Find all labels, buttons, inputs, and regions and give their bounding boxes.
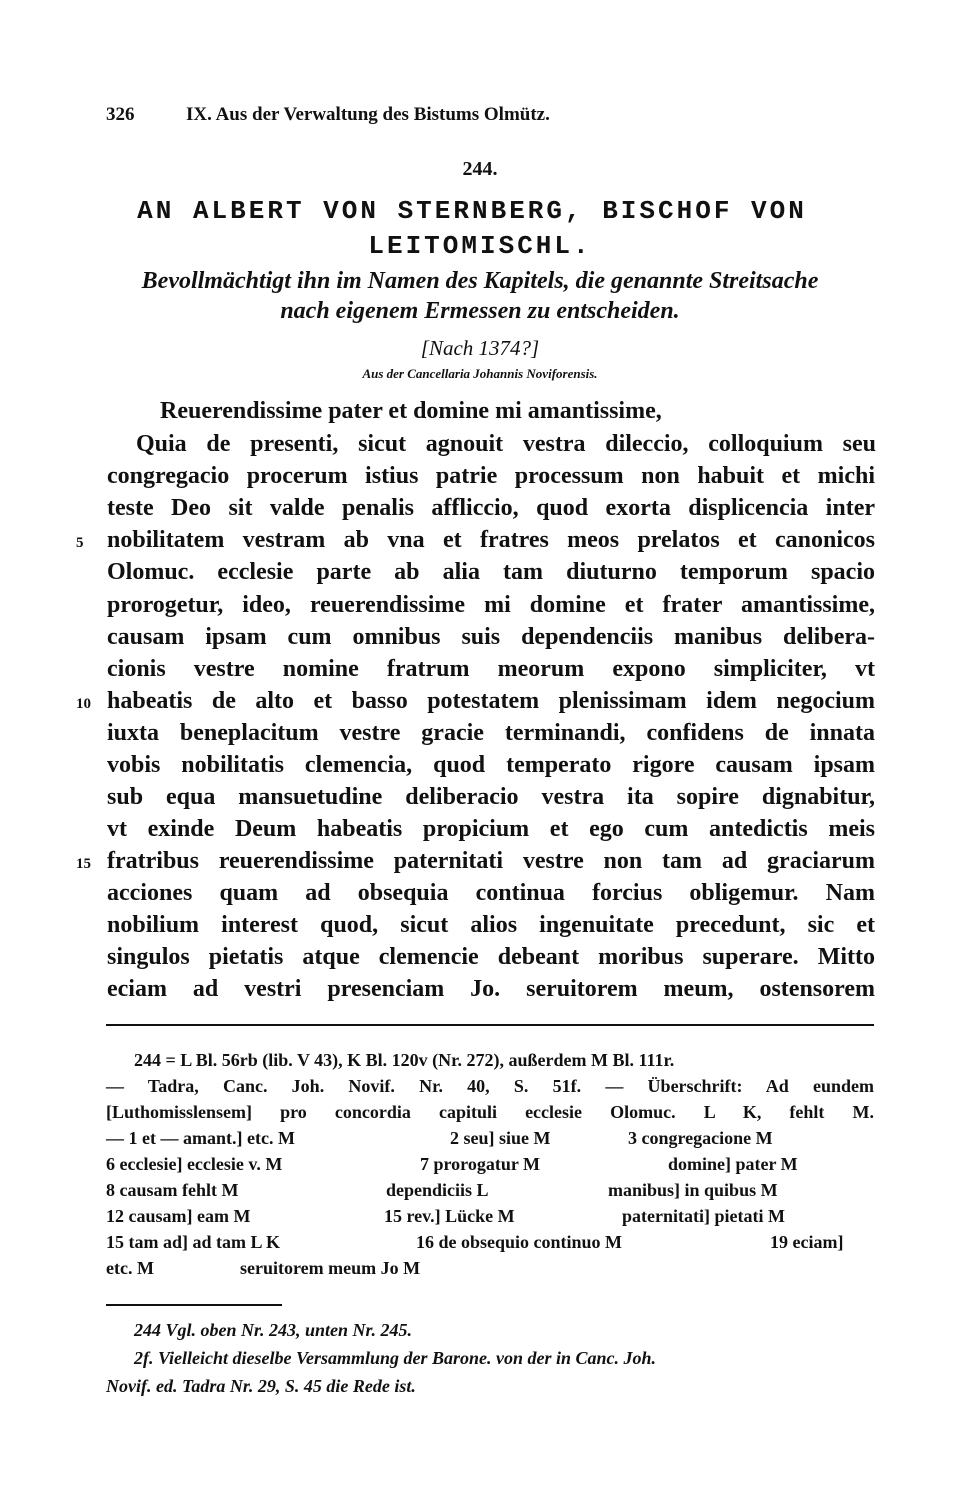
letter-line: prorogetur, ideo, reuerendissime mi domine et frater amantissime, <box>107 592 875 618</box>
apparatus-entry: 15 tam ad] ad tam L K <box>106 1232 281 1252</box>
apparatus-line: — Tadra, Canc. Joh. Novif. Nr. 40, S. 51f. — Überschrift: Ad eundem <box>106 1076 874 1096</box>
document-title-line-2: LEITOMISCHL. <box>368 231 592 261</box>
letter-line: iuxta beneplacitum vestre gracie terminandi, confidens de innata <box>107 720 875 746</box>
letter-salutation: Reuerendissime pater et domine mi amantissime, <box>160 398 662 424</box>
letter-line: teste Deo sit valde penalis affliccio, quod exorta displicencia inter <box>107 495 875 521</box>
letter-line: singulos pietatis atque clemencie debeant moribus superare. Mitto <box>107 944 875 970</box>
apparatus-line: 244 = L Bl. 56rb (lib. V 43), K Bl. 120v (Nr. 272), außerdem M Bl. 111r. <box>134 1050 675 1070</box>
notes-rule <box>106 1304 282 1306</box>
letter-line: cionis vestre nomine fratrum meorum expono simpliciter, vt <box>107 656 875 682</box>
document-summary-line-2: nach eigenem Ermessen zu entscheiden. <box>280 298 680 324</box>
note-line: 244 Vgl. oben Nr. 243, unten Nr. 245. <box>134 1320 413 1340</box>
letter-line: acciones quam ad obsequia continua forcius obligemur. Nam <box>107 880 875 906</box>
letter-line: sub equa mansuetudine deliberacio vestra ita sopire dignabitur, <box>107 784 875 810</box>
apparatus-line: [Luthomisslensem] pro concordia capituli ecclesie Olomuc. L K, fehlt M. <box>106 1102 874 1122</box>
line-number: 10 <box>76 696 91 712</box>
apparatus-entry: 8 causam fehlt M <box>106 1180 239 1200</box>
document-date: [Nach 1374?] <box>420 336 540 360</box>
letter-line: eciam ad vestri presenciam Jo. seruitorem meum, ostensorem <box>107 976 875 1002</box>
letter-line: congregacio procerum istius patrie processum non habuit et michi <box>107 463 875 489</box>
apparatus-entry: dependiciis L <box>386 1180 489 1200</box>
apparatus-entry: 16 de obsequio continuo M <box>416 1232 623 1252</box>
letter-line: nobilium interest quod, sicut alios ingenuitate precedunt, sic et <box>107 912 875 938</box>
letter-line: fratribus reuerendissime paternitati vestre non tam ad graciarum <box>107 848 875 874</box>
line-number: 15 <box>76 856 91 872</box>
apparatus-rule <box>106 1024 874 1026</box>
line-number: 5 <box>76 535 84 551</box>
apparatus-entry: 15 rev.] Lücke M <box>384 1206 515 1226</box>
letter-line: vt exinde Deum habeatis propicium et ego cum antedictis meis <box>107 816 875 842</box>
document-summary-line-1: Bevollmächtigt ihn im Namen des Kapitels, die genannte Streitsache <box>141 268 819 294</box>
apparatus-entry: paternitati] pietati M <box>622 1206 785 1226</box>
apparatus-entry: 7 prorogatur M <box>420 1154 540 1174</box>
apparatus-entry: seruitorem meum Jo M <box>240 1258 421 1278</box>
letter-line: Olomuc. ecclesie parte ab alia tam diuturno temporum spacio <box>107 559 875 585</box>
apparatus-entry: — 1 et — amant.] etc. M <box>106 1128 295 1148</box>
note-line: Novif. ed. Tadra Nr. 29, S. 45 die Rede ist. <box>106 1376 416 1396</box>
letter-line: vobis nobilitatis clemencia, quod temperato rigore causam ipsam <box>107 752 875 778</box>
letter-line: causam ipsam cum omnibus suis dependenciis manibus delibera- <box>107 624 875 650</box>
apparatus-entry: 2 seu] siue M <box>450 1128 551 1148</box>
letter-line: habeatis de alto et basso potestatem plenissimam idem negocium <box>107 688 875 714</box>
apparatus-entry: 19 eciam] <box>770 1232 844 1252</box>
page-number: 326 <box>106 104 135 125</box>
apparatus-entry: manibus] in quibus M <box>608 1180 778 1200</box>
document-number: 244. <box>462 158 498 180</box>
apparatus-entry: domine] pater M <box>668 1154 798 1174</box>
document-title-line-1: AN ALBERT VON STERNBERG, BISCHOF VON <box>137 196 807 226</box>
apparatus-entry: 6 ecclesie] ecclesie v. M <box>106 1154 283 1174</box>
letter-line: nobilitatem vestram ab vna et fratres meos prelatos et canonicos <box>107 527 875 553</box>
letter-line: Quia de presenti, sicut agnouit vestra dileccio, colloquium seu <box>136 431 876 457</box>
apparatus-entry: 12 causam] eam M <box>106 1206 251 1226</box>
document-source: Aus der Cancellaria Johannis Noviforensis. <box>362 366 598 381</box>
note-line: 2f. Vielleicht dieselbe Versammlung der Barone. von der in Canc. Joh. <box>134 1348 657 1368</box>
apparatus-entry: etc. M <box>106 1258 154 1278</box>
apparatus-entry: 3 congregacione M <box>628 1128 773 1148</box>
running-title: IX. Aus der Verwaltung des Bistums Olmütz. <box>186 104 550 125</box>
